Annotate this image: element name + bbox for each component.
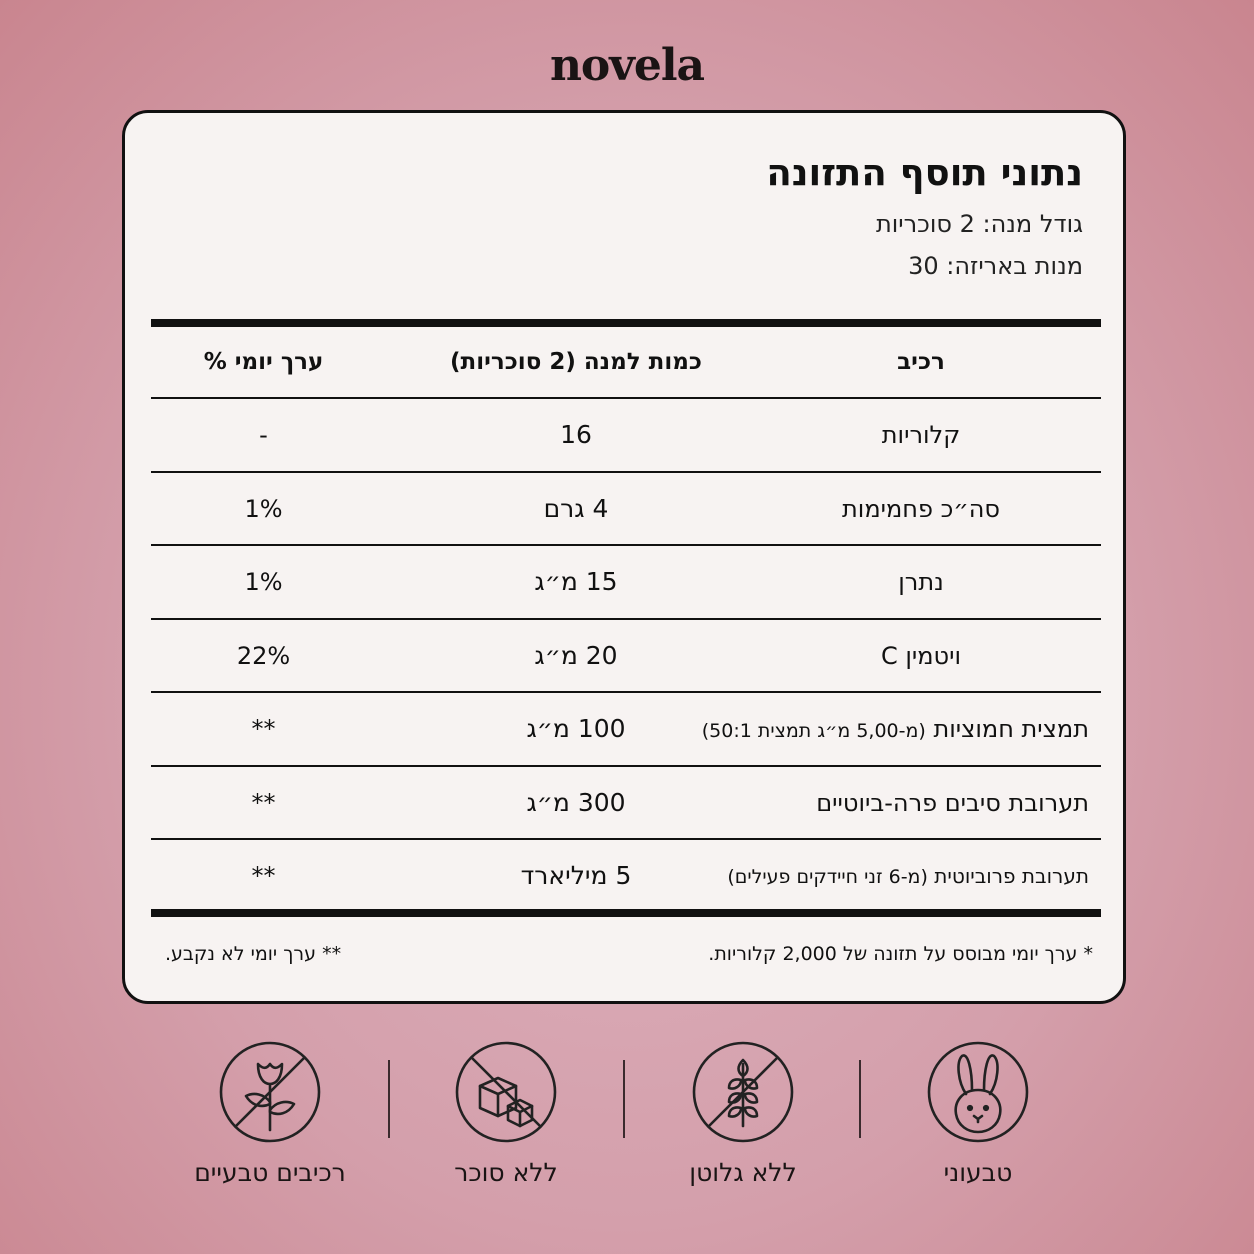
ingredient-dv: ** [251, 715, 276, 743]
badge-natural-ingredients [170, 1040, 370, 1187]
ingredient-note: (מ-6 זני חיידקים פעילים) [727, 866, 928, 888]
ingredient-amount: 15 מ״ג [534, 567, 618, 596]
footnote-not-established: ** ערך יומי לא נקבע. [165, 943, 342, 965]
ingredient-dv: ** [251, 789, 276, 817]
panel-title: נתוני תוסף התזונה [766, 151, 1083, 194]
badge-vegan [878, 1040, 1078, 1187]
header-amount: כמות למנה (2 סוכריות) [450, 349, 702, 375]
table-row [151, 474, 1101, 544]
ingredient-dv: 1% [244, 495, 283, 523]
table-row [151, 768, 1101, 838]
ingredient-dv: - [259, 421, 268, 449]
badge-label: רכיבים טבעיים [194, 1158, 346, 1187]
divider [151, 765, 1101, 767]
table-header [151, 327, 1101, 397]
divider [151, 544, 1101, 546]
ingredient-label: תערובת פרוביוטית [934, 864, 1089, 888]
divider-thick [151, 319, 1101, 327]
table-row [151, 547, 1101, 617]
rabbit-icon [926, 1040, 1030, 1144]
ingredient-note: (מ-5,00 מ״ג תמצית 50:1) [701, 720, 926, 742]
ingredient-amount: 300 מ״ג [526, 788, 626, 817]
ingredient-name: ויטמין C [880, 642, 962, 670]
ingredient-dv: 22% [236, 642, 291, 670]
table-row [151, 841, 1101, 911]
divider [151, 691, 1101, 693]
ingredient-label: תמצית חמוציות [933, 715, 1089, 743]
serving-size: גודל מנה: 2 סוכריות [875, 210, 1083, 238]
divider [151, 397, 1101, 399]
ingredient-name: קלוריות [881, 421, 961, 449]
badge-gluten-free [643, 1040, 843, 1187]
ingredient-name: סה״כ פחמימות [842, 495, 1000, 523]
ingredient-amount: 100 מ״ג [526, 714, 626, 743]
badge-label: ללא סוכר [454, 1158, 558, 1187]
ingredient-name: תערובת סיבים פרה-ביוטיים [816, 789, 1089, 817]
ingredient-amount: 5 מיליארד [520, 861, 632, 890]
panel-header [766, 151, 1083, 294]
table-row [151, 694, 1101, 764]
badge-label: טבעוני [943, 1158, 1013, 1187]
divider [151, 471, 1101, 473]
badge-label: ללא גלוטן [689, 1158, 797, 1187]
ingredient-name: נתרן [898, 568, 944, 596]
ingredient-amount: 16 [560, 420, 592, 449]
footnote-daily-value: * ערך יומי מבוסס על תזונה של 2,000 קלוריות. [708, 943, 1093, 965]
header-ingredient: רכיב [897, 349, 945, 375]
ingredient-dv: ** [251, 862, 276, 890]
table-row [151, 621, 1101, 691]
divider [151, 838, 1101, 840]
flower-icon [218, 1040, 322, 1144]
badges-row [0, 1040, 1254, 1200]
supplement-facts-panel [122, 110, 1126, 1004]
ingredient-amount: 4 גרם [543, 494, 609, 523]
separator [859, 1060, 861, 1138]
badge-sugar-free [406, 1040, 606, 1187]
header-daily-value: % ערך יומי [203, 349, 324, 375]
divider-thick [151, 909, 1101, 917]
separator [388, 1060, 390, 1138]
no-sugar-cubes-icon [454, 1040, 558, 1144]
brand-logo: novela [549, 40, 705, 91]
divider [151, 618, 1101, 620]
table-row [151, 400, 1101, 470]
separator [623, 1060, 625, 1138]
no-wheat-icon [691, 1040, 795, 1144]
ingredient-dv: 1% [244, 568, 283, 596]
servings-per-container: מנות באריזה: 30 [908, 252, 1083, 280]
ingredient-amount: 20 מ״ג [534, 641, 618, 670]
